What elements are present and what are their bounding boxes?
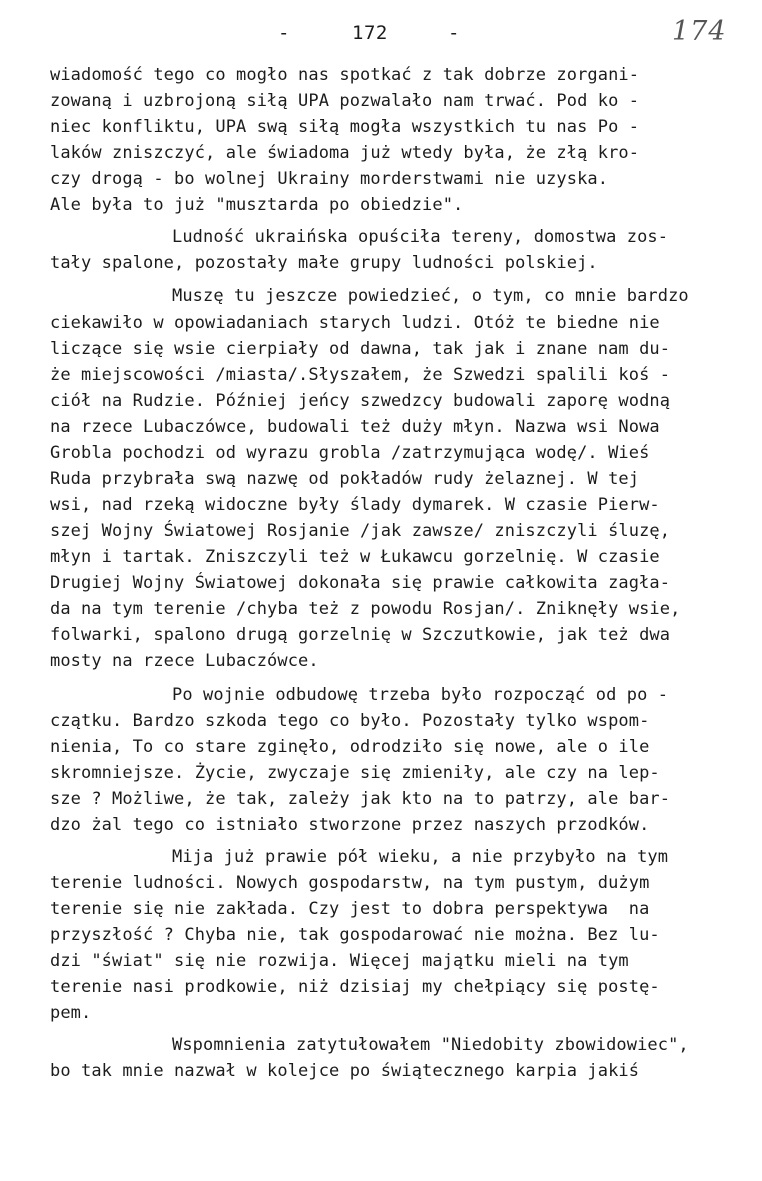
text-line: wsi, nad rzeką widoczne były ślady dymarek. W czasie Pierw-: [50, 495, 660, 515]
text-line: Po wojnie odbudowę trzeba było rozpocząć od po -: [172, 685, 669, 705]
text-line: terenie się nie zakłada. Czy jest to dobra perspektywa na: [50, 899, 650, 919]
header-dash-left: -: [278, 22, 290, 44]
header-dash-right: -: [448, 22, 460, 44]
text-line: tały spalone, pozostały małe grupy ludności polskiej.: [50, 253, 598, 273]
handwritten-page-number: 174: [672, 16, 727, 47]
text-line: na rzece Lubaczówce, budowali też duży młyn. Nazwa wsi Nowa: [50, 417, 660, 437]
text-line: mosty na rzece Lubaczówce.: [50, 651, 319, 671]
text-line: że miejscowości /miasta/.Słyszałem, że Szwedzi spalili koś -: [50, 365, 671, 385]
text-line: terenie nasi prodkowie, niż dzisiaj my chełpiący się postę-: [50, 977, 660, 997]
text-line: przyszłość ? Chyba nie, tak gospodarować nie można. Bez lu-: [50, 925, 660, 945]
text-line: liczące się wsie cierpiały od dawna, tak jak i znane nam du-: [50, 339, 671, 359]
text-line: wiadomość tego co mogło nas spotkać z tak dobrze zorgani-: [50, 65, 640, 85]
text-line: Ludność ukraińska opuściła tereny, domostwa zos-: [172, 227, 669, 247]
text-line: Mija już prawie pół wieku, a nie przybyło na tym: [172, 847, 669, 867]
text-line: Wspomnienia zatytułowałem "Niedobity zbowidowiec",: [172, 1035, 689, 1055]
text-line: Grobla pochodzi od wyrazu grobla /zatrzymująca wodę/. Wieś: [50, 443, 650, 463]
text-line: młyn i tartak. Zniszczyli też w Łukawcu gorzelnię. W czasie: [50, 547, 660, 567]
text-line: pem.: [50, 1003, 92, 1023]
text-line: da na tym terenie /chyba też z powodu Rosjan/. Zniknęły wsie,: [50, 599, 681, 619]
page-header: [0, 22, 762, 52]
text-line: czy drogą - bo wolnej Ukrainy morderstwami nie uzyska.: [50, 169, 609, 189]
text-line: niec konfliktu, UPA swą siłą mogła wszystkich tu nas Po -: [50, 117, 640, 137]
text-line: dzi "świat" się nie rozwija. Więcej majątku mieli na tym: [50, 951, 629, 971]
text-line: sze ? Możliwe, że tak, zależy jak kto na to patrzy, ale bar-: [50, 789, 671, 809]
text-line: skromniejsze. Życie, zwyczaje się zmieniły, ale czy na lep-: [50, 763, 660, 783]
text-line: ciół na Rudzie. Później jeńcy szwedzcy budowali zaporę wodną: [50, 391, 671, 411]
text-line: szej Wojny Światowej Rosjanie /jak zawsze/ zniszczyli śluzę,: [50, 521, 671, 541]
text-line: folwarki, spalono drugą gorzelnię w Szczutkowie, jak też dwa: [50, 625, 671, 645]
text-line: zowaną i uzbrojoną siłą UPA pozwalało nam trwać. Pod ko -: [50, 91, 640, 111]
text-line: terenie ludności. Nowych gospodarstw, na tym pustym, dużym: [50, 873, 650, 893]
text-line: Ruda przybrała swą nazwę od pokładów rudy żelaznej. W tej: [50, 469, 640, 489]
text-line: Muszę tu jeszcze powiedzieć, o tym, co mnie bardzo: [172, 286, 689, 306]
page-number: 172: [352, 22, 388, 44]
text-line: dzo żal tego co istniało stworzone przez naszych przodków.: [50, 815, 650, 835]
text-line: Drugiej Wojny Światowej dokonała się prawie całkowita zagła-: [50, 573, 671, 593]
text-line: ciekawiło w opowiadaniach starych ludzi. Otóż te biedne nie: [50, 313, 660, 333]
text-line: Ale była to już "musztarda po obiedzie".: [50, 195, 464, 215]
text-line: bo tak mnie nazwał w kolejce po świątecznego karpia jakiś: [50, 1061, 640, 1081]
text-line: czątku. Bardzo szkoda tego co było. Pozostały tylko wspom-: [50, 711, 650, 731]
text-line: nienia, To co stare zginęło, odrodziło się nowe, ale o ile: [50, 737, 650, 757]
text-line: laków zniszczyć, ale świadoma już wtedy była, że złą kro-: [50, 143, 640, 163]
